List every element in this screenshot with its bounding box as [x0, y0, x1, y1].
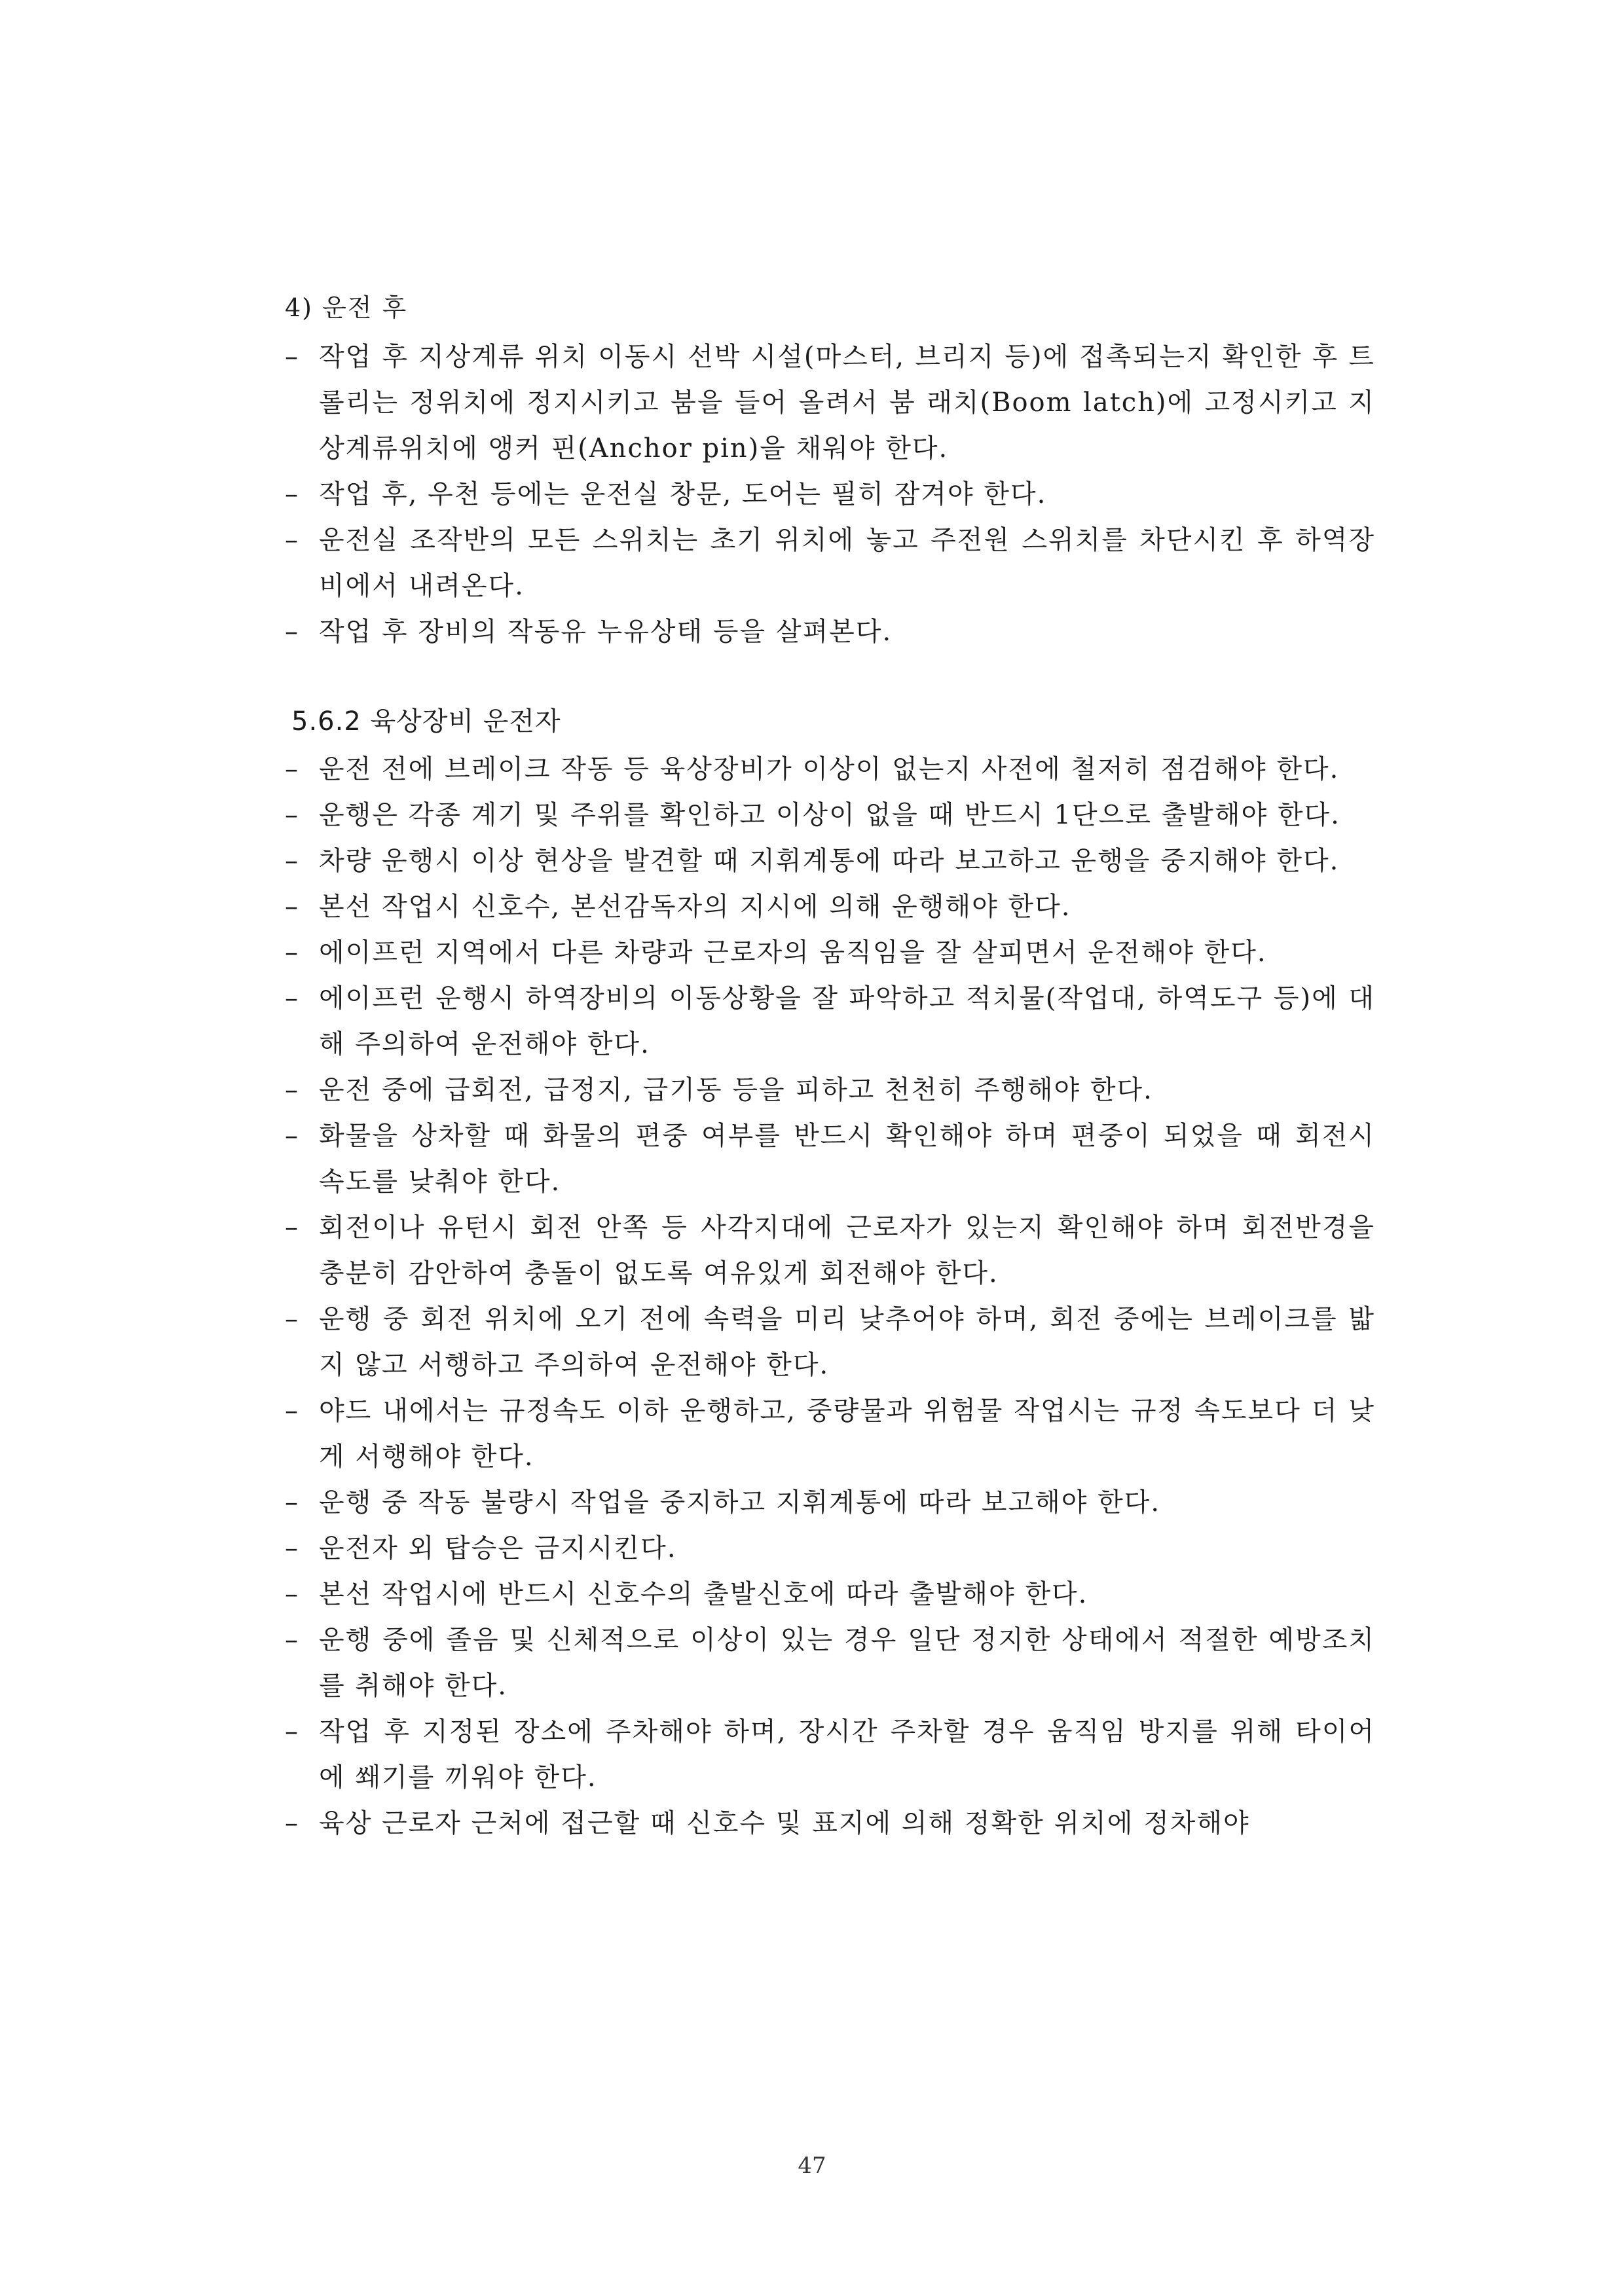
- bullet-dash: –: [285, 1075, 299, 1105]
- list-item-text: 작업 후 지정된 장소에 주차해야 하며, 장시간 주차할 경우 움직임 방지를 위해 타이어에 쐐기를 끼워야 한다.: [319, 1717, 1375, 1793]
- list-item-text: 운행 중 작동 불량시 작업을 중지하고 지휘계통에 따라 보고해야 한다.: [319, 1487, 1161, 1518]
- list-item-text: 작업 후, 우천 등에는 운전실 창문, 도어는 필히 잠겨야 한다.: [319, 479, 1047, 509]
- bullet-dash: –: [285, 892, 299, 922]
- after-operation-list: [285, 334, 1375, 655]
- list-item-text: 운행 중에 졸음 및 신체적으로 이상이 있는 경우 일단 정지한 상태에서 적절한 예방조치를 취해야 한다.: [319, 1625, 1375, 1701]
- bullet-dash: –: [285, 1533, 299, 1563]
- bullet-dash: –: [285, 479, 299, 509]
- bullet-dash: –: [285, 525, 299, 555]
- list-item: [285, 1480, 1375, 1525]
- bullet-dash: –: [285, 1625, 299, 1655]
- bullet-dash: –: [285, 800, 299, 830]
- list-item-text: 운전 중에 급회전, 급정지, 급기동 등을 피하고 천천히 주행해야 한다.: [319, 1075, 1153, 1105]
- list-item-text: 회전이나 유턴시 회전 안쪽 등 사각지대에 근로자가 있는지 확인해야 하며 회전반경을 충분히 감안하여 충돌이 없도록 여유있게 회전해야 한다.: [319, 1212, 1375, 1288]
- list-item: [285, 609, 1375, 655]
- bullet-dash: –: [285, 1808, 299, 1838]
- list-item-text: 육상 근로자 근처에 접근할 때 신호수 및 표지에 의해 정확한 위치에 정차해야: [319, 1808, 1250, 1838]
- bullet-dash: –: [285, 1396, 299, 1426]
- list-item-text: 야드 내에서는 규정속도 이하 운행하고, 중량물과 위험물 작업시는 규정 속도보다 더 낮게 서행해야 한다.: [319, 1396, 1375, 1472]
- list-item: [285, 1205, 1375, 1296]
- bullet-dash: –: [285, 342, 299, 372]
- bullet-dash: –: [285, 754, 299, 784]
- bullet-dash: –: [285, 1717, 299, 1747]
- list-item: [285, 792, 1375, 838]
- list-item: [285, 1113, 1375, 1205]
- list-item: [285, 746, 1375, 792]
- list-item: [285, 1525, 1375, 1571]
- list-item-text: 운전자 외 탑승은 금지시킨다.: [319, 1533, 677, 1563]
- list-item-text: 본선 작업시에 반드시 신호수의 출발신호에 따라 출발해야 한다.: [319, 1579, 1088, 1609]
- subsection-title: 5.6.2 육상장비 운전자: [291, 706, 561, 737]
- list-item-text: 화물을 상차할 때 화물의 편중 여부를 반드시 확인해야 하며 편중이 되었을 때 회전시 속도를 낮춰야 한다.: [319, 1121, 1375, 1197]
- list-item-text: 본선 작업시 신호수, 본선감독자의 지시에 의해 운행해야 한다.: [319, 892, 1071, 922]
- bullet-dash: –: [285, 617, 299, 647]
- section-title: 4) 운전 후: [285, 293, 408, 322]
- land-equipment-list: [285, 746, 1375, 1846]
- list-item: [285, 1571, 1375, 1617]
- list-item: [285, 1296, 1375, 1388]
- list-item: [285, 334, 1375, 471]
- bullet-dash: –: [285, 1121, 299, 1151]
- list-item: [285, 838, 1375, 884]
- bullet-dash: –: [285, 983, 299, 1013]
- page-number: 47: [798, 2153, 826, 2179]
- list-item-text: 에이프런 운행시 하역장비의 이동상황을 잘 파악하고 적치물(작업대, 하역도구 등)에 대해 주의하여 운전해야 한다.: [319, 983, 1375, 1059]
- list-item-text: 운행 중 회전 위치에 오기 전에 속력을 미리 낮추어야 하며, 회전 중에는 브레이크를 밟지 않고 서행하고 주의하여 운전해야 한다.: [319, 1304, 1375, 1380]
- bullet-dash: –: [285, 938, 299, 968]
- bullet-dash: –: [285, 1212, 299, 1243]
- bullet-dash: –: [285, 1304, 299, 1334]
- list-item-text: 작업 후 장비의 작동유 누유상태 등을 살펴본다.: [319, 617, 893, 647]
- list-item-text: 운전실 조작반의 모든 스위치는 초기 위치에 놓고 주전원 스위치를 차단시킨 후 하역장비에서 내려온다.: [319, 525, 1375, 601]
- list-item: [285, 1388, 1375, 1480]
- list-item: [285, 930, 1375, 975]
- list-item: [285, 884, 1375, 930]
- list-item: [285, 517, 1375, 609]
- list-item: [285, 1709, 1375, 1800]
- bullet-dash: –: [285, 1487, 299, 1518]
- list-item: [285, 471, 1375, 517]
- list-item-text: 운전 전에 브레이크 작동 등 육상장비가 이상이 없는지 사전에 철저히 점검해야 한다.: [319, 754, 1340, 784]
- list-item-text: 차량 운행시 이상 현상을 발견할 때 지휘계통에 따라 보고하고 운행을 중지해야 한다.: [319, 846, 1340, 876]
- list-item-text: 에이프런 지역에서 다른 차량과 근로자의 움직임을 잘 살피면서 운전해야 한다.: [319, 938, 1267, 968]
- list-item: [285, 1067, 1375, 1113]
- bullet-dash: –: [285, 1579, 299, 1609]
- bullet-dash: –: [285, 846, 299, 876]
- list-item: [285, 1617, 1375, 1709]
- list-item-text: 운행은 각종 계기 및 주위를 확인하고 이상이 없을 때 반드시 1단으로 출발해야 한다.: [319, 800, 1340, 830]
- list-item: [285, 1800, 1375, 1846]
- list-item: [285, 975, 1375, 1067]
- list-item-text: 작업 후 지상계류 위치 이동시 선박 시설(마스터, 브리지 등)에 접촉되는지 확인한 후 트롤리는 정위치에 정지시키고 붐을 들어 올려서 붐 래치(Boom latch)에 고정시키고 지상계류위치에 앵커 핀(Anchor pin)을 채워야 한다.: [319, 342, 1375, 464]
